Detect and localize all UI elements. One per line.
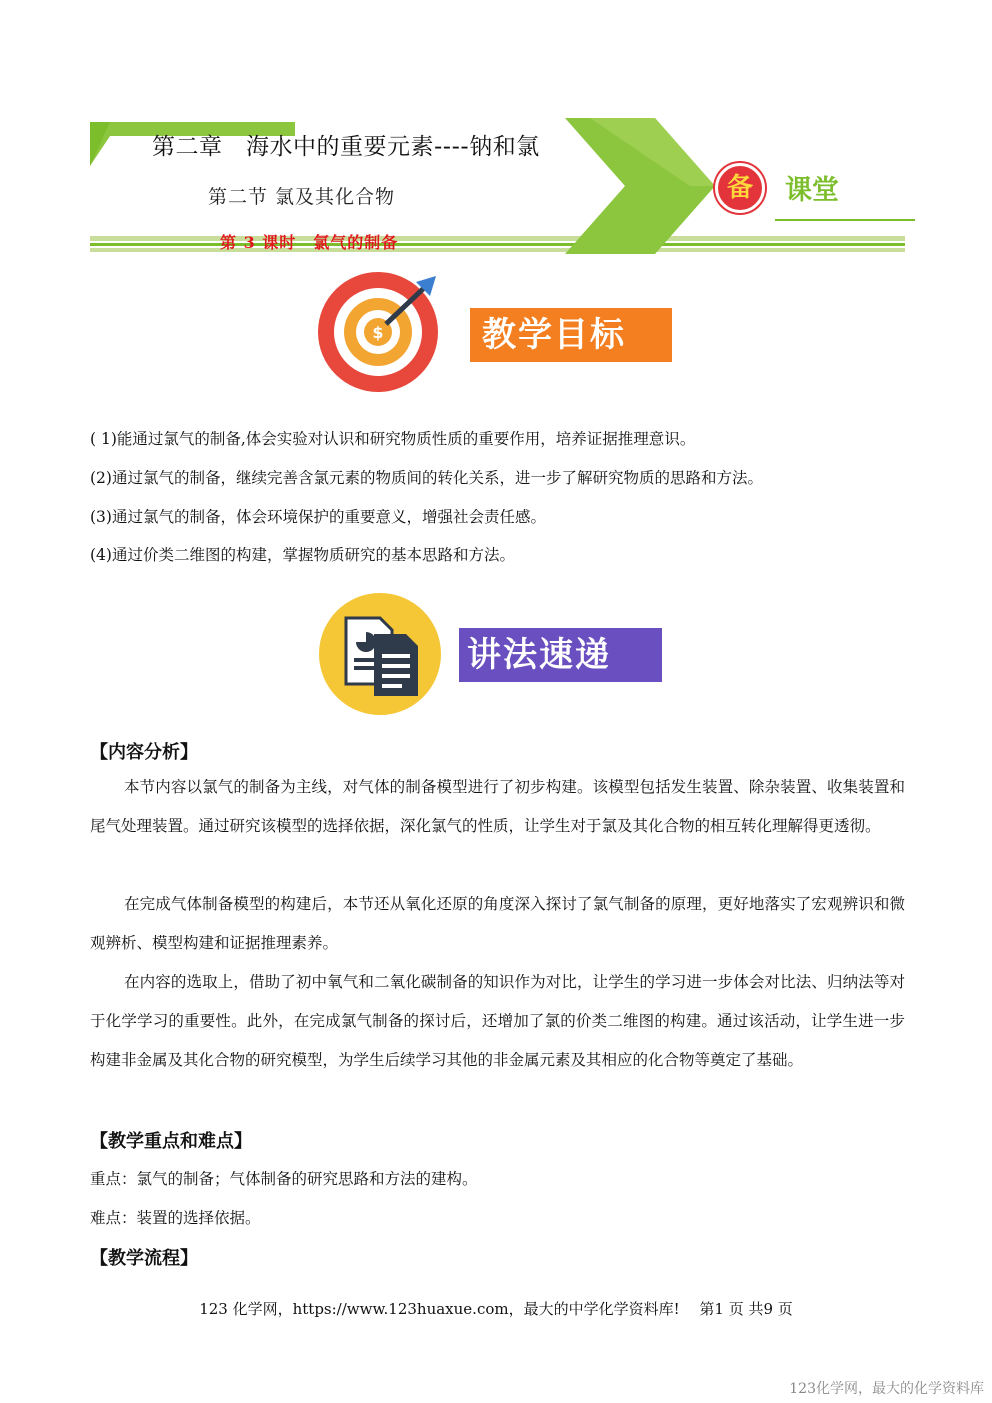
content-paragraph-1: 本节内容以氯气的制备为主线，对气体的制备模型进行了初步构建。该模型包括发生装置、除杂装置、收集装置和尾气处理装置。通过研究该模型的选择依据，深化氯气的性质，让学生对于氯及其化合物的相互转化理解得更透彻。 — [90, 778, 905, 835]
key-points-heading: 【教学重点和难点】 — [90, 1131, 252, 1152]
difficulty-text: 难点：装置的选择依据。 — [90, 1209, 261, 1227]
target-icon — [316, 272, 444, 392]
chapter-title: 第二章 海水中的重要元素----钠和氯 — [152, 134, 540, 160]
objectives-badge: 教学目标 — [470, 308, 672, 362]
section-title: 第二节 氯及其化合物 — [208, 186, 396, 208]
page-footer: 123 化学网，https://www.123huaxue.com，最大的中学化学资料库! 第1 页 共9 页 — [199, 1300, 793, 1318]
method-badge: 讲法速递 — [459, 628, 662, 682]
objective-item-3: (3)通过氯气的制备，体会环境保护的重要意义，增强社会责任感。 — [90, 508, 546, 526]
brand-text: 课堂 — [785, 175, 839, 206]
objective-item-2: (2)通过氯气的制备，继续完善含氯元素的物质间的转化关系，进一步了解研究物质的思路和方法。 — [90, 469, 763, 487]
objective-item-4: (4)通过价类二维图的构建，掌握物质研究的基本思路和方法。 — [90, 546, 515, 564]
content-analysis-heading: 【内容分析】 — [90, 742, 198, 763]
content-paragraph-2: 在完成气体制备模型的构建后，本节还从氧化还原的角度深入探讨了氯气制备的原理，更好地落实了宏观辨识和微观辨析、模型构建和证据推理素养。 — [90, 895, 905, 952]
objective-item-1: ( 1)能通过氯气的制备,体会实验对认识和研究物质性质的重要作用，培养证据推理意识。 — [90, 430, 696, 448]
brand-icon: 备 — [715, 163, 765, 213]
documents-icon — [318, 592, 442, 716]
lesson-title: 第 3 课时 氯气的制备 — [220, 233, 399, 252]
process-heading: 【教学流程】 — [90, 1248, 198, 1269]
brand-underline — [775, 219, 915, 221]
brand-logo — [715, 163, 905, 213]
header-banner — [90, 118, 910, 258]
key-point-text: 重点：氯气的制备；气体制备的研究思路和方法的建构。 — [90, 1170, 478, 1188]
svg-text:$: $ — [372, 323, 384, 342]
content-paragraph-3: 在内容的选取上，借助了初中氧气和二氧化碳制备的知识作为对比，让学生的学习进一步体会对比法、归纳法等对于化学学习的重要性。此外，在完成氯气制备的探讨后，还增加了氯的价类二维图的构建。通过该活动，让学生进一步构建非金属及其化合物的研究模型，为学生后续学习其他的非金属元素及其相应的化合物等奠定了基础。 — [90, 973, 905, 1069]
watermark: 123化学网，最大的化学资料库 — [789, 1381, 984, 1397]
